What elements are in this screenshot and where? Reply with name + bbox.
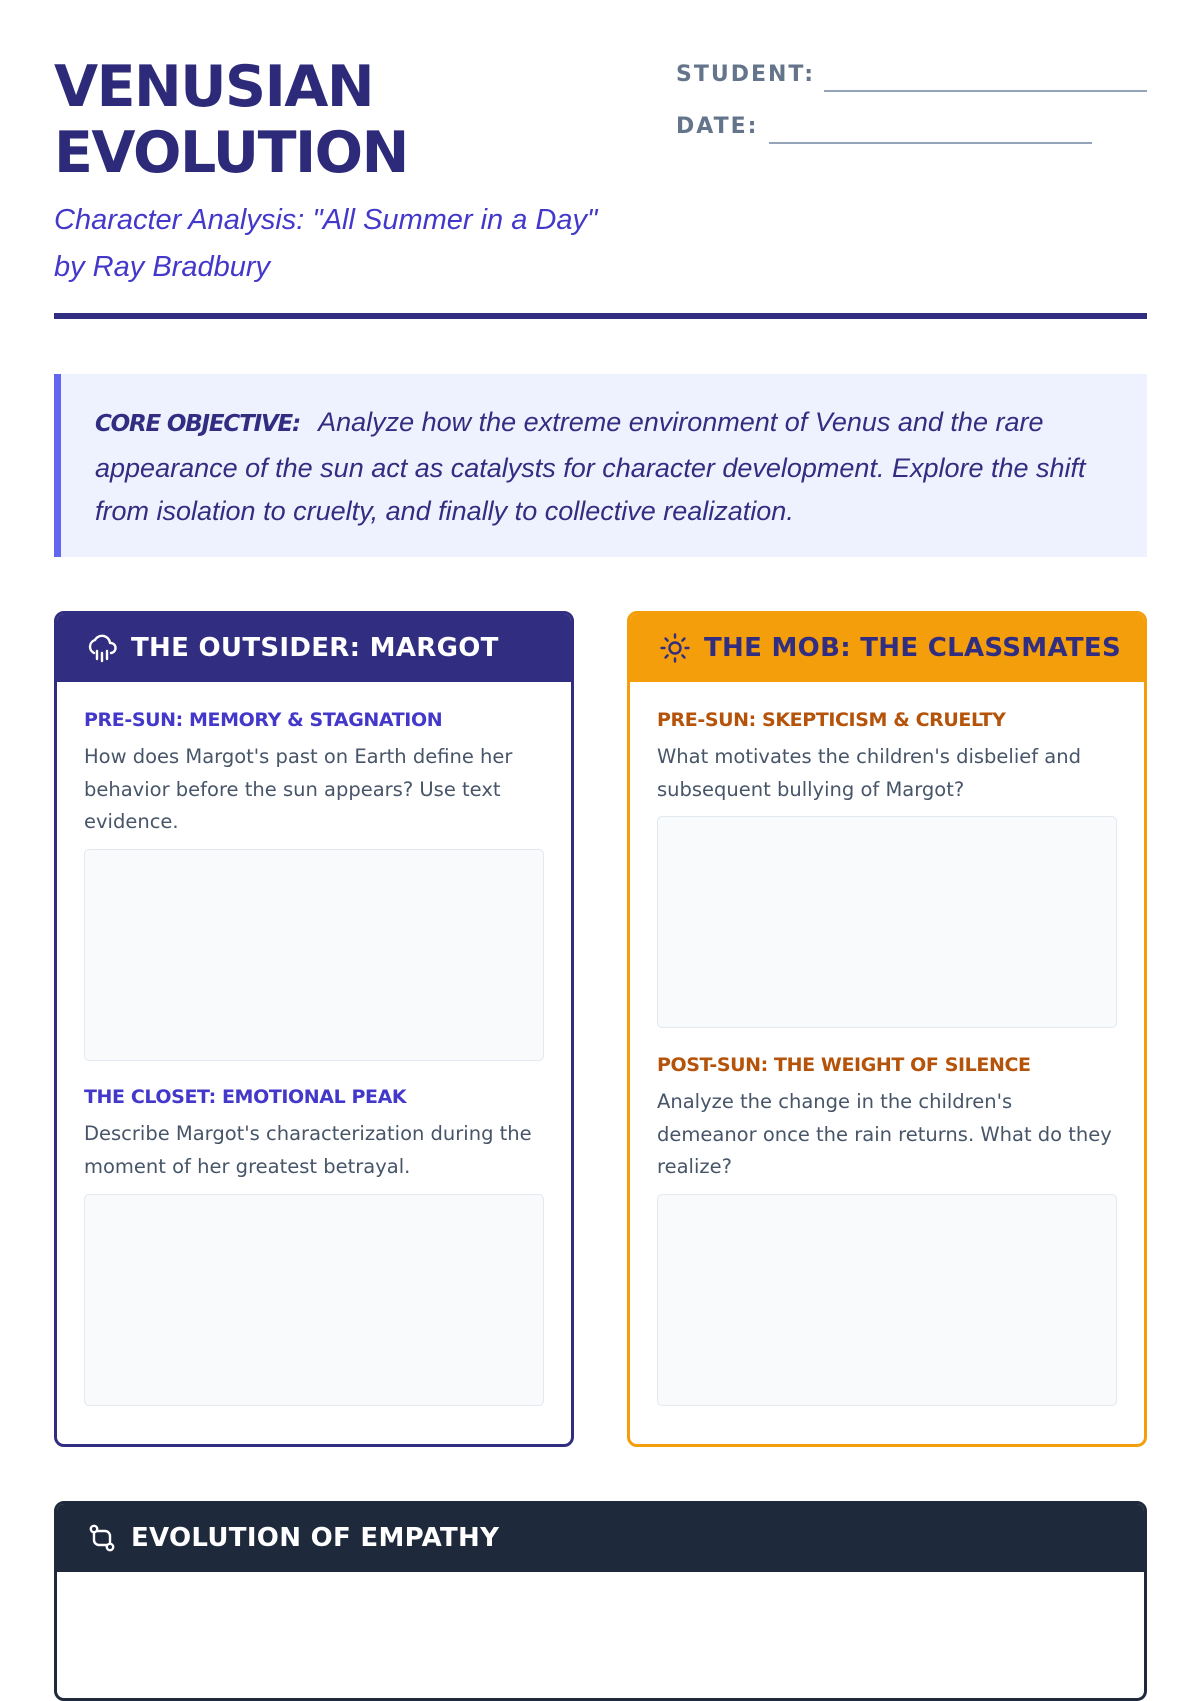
student-name-field[interactable] — [824, 90, 1147, 92]
title-line-2: EVOLUTION — [54, 120, 408, 186]
classmates-post-sun-answer[interactable] — [657, 1194, 1117, 1406]
date-label: DATE: — [676, 114, 759, 139]
margot-pre-sun-prompt: How does Margot's past on Earth define her behavior before the sun appears? Use text evidence. — [84, 745, 513, 833]
header-divider — [54, 313, 1147, 319]
margot-closet-label: THE CLOSET: EMOTIONAL PEAK — [84, 1086, 407, 1108]
subtitle-line-2: by Ray Bradbury — [54, 251, 270, 283]
header — [54, 54, 1147, 320]
evolution-header — [57, 1504, 1144, 1572]
subtitle-line-1: Character Analysis: "All Summer in a Day" — [54, 204, 598, 236]
card-classmates — [627, 611, 1147, 1447]
page-title — [54, 54, 408, 186]
date-field[interactable] — [769, 142, 1092, 144]
classmates-pre-sun-answer[interactable] — [657, 816, 1117, 1028]
margot-pre-sun-section — [84, 707, 544, 839]
core-objective-label: CORE OBJECTIVE: — [95, 411, 301, 437]
sun-icon — [658, 631, 692, 665]
margot-pre-sun-answer[interactable] — [84, 849, 544, 1061]
classmates-pre-sun-section — [657, 707, 1117, 806]
date-row — [676, 110, 1147, 150]
evolution-title: EVOLUTION OF EMPATHY — [131, 1523, 500, 1553]
core-objective-text: Analyze how the extreme environment of Venus and the rare appearance of the sun act as catalysts for character development. Explore the shift from isolation to cruelty, and finally to collective realization. — [95, 407, 1086, 526]
margot-pre-sun-label: PRE-SUN: MEMORY & STAGNATION — [84, 709, 443, 731]
card-classmates-header — [630, 614, 1144, 682]
git-branch-icon — [85, 1521, 119, 1555]
student-label: STUDENT: — [676, 62, 816, 87]
classmates-post-sun-label: POST-SUN: THE WEIGHT OF SILENCE — [657, 1054, 1031, 1076]
classmates-pre-sun-prompt: What motivates the children's disbelief and subsequent bullying of Margot? — [657, 745, 1081, 801]
card-margot — [54, 611, 574, 1447]
card-classmates-title: THE MOB: THE CLASSMATES — [704, 633, 1122, 663]
margot-closet-answer[interactable] — [84, 1194, 544, 1406]
subtitle — [54, 197, 694, 291]
classmates-post-sun-prompt: Analyze the change in the children's demeanor once the rain returns. What do they realize? — [657, 1090, 1112, 1178]
worksheet — [54, 54, 1147, 1553]
evolution-section — [54, 1501, 1147, 1701]
classmates-post-sun-section — [657, 1052, 1117, 1184]
margot-closet-prompt: Describe Margot's characterization during the moment of her greatest betrayal. — [84, 1122, 532, 1178]
card-margot-header — [57, 614, 571, 682]
margot-closet-section — [84, 1084, 544, 1183]
title-line-1: VENUSIAN — [54, 54, 374, 120]
classmates-pre-sun-label: PRE-SUN: SKEPTICISM & CRUELTY — [657, 709, 1006, 731]
card-margot-title: THE OUTSIDER: MARGOT — [131, 633, 499, 663]
student-row — [676, 58, 1147, 98]
core-objective-box — [54, 374, 1147, 557]
rain-cloud-icon — [85, 631, 119, 665]
